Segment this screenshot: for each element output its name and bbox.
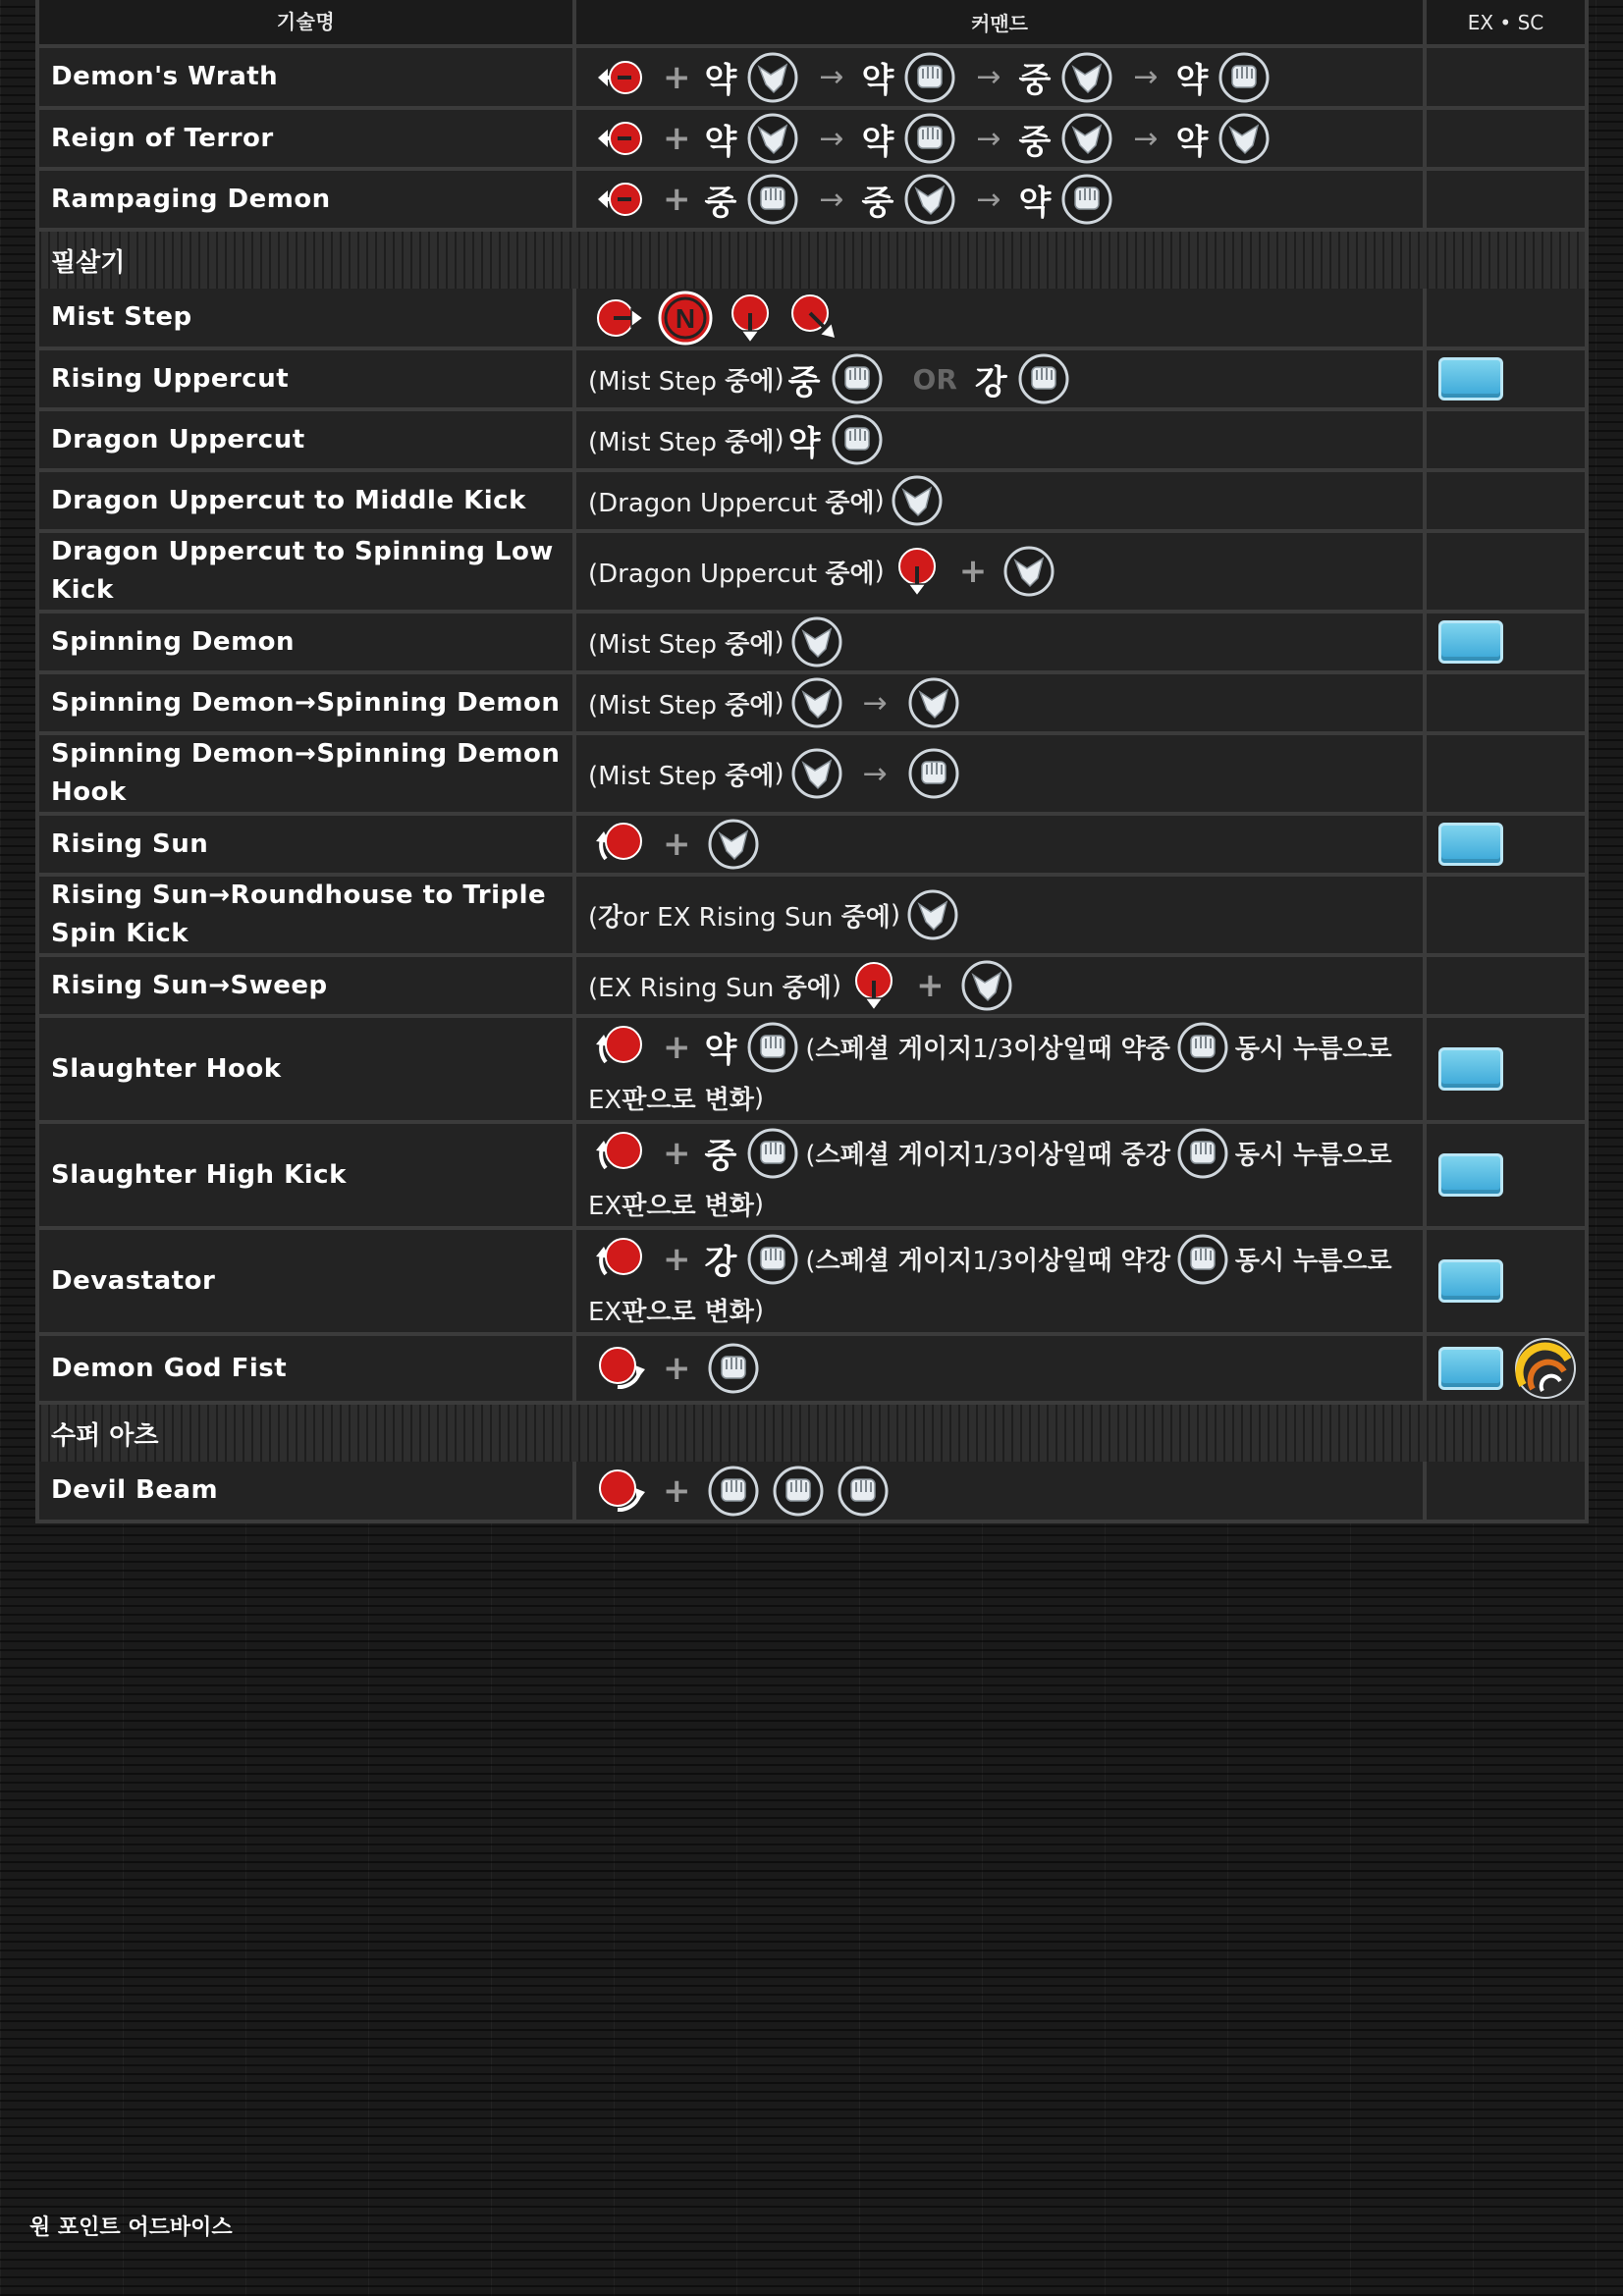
- move-name: Dragon Uppercut: [51, 424, 305, 454]
- table-row: [39, 670, 1585, 731]
- kick-icon: [788, 614, 845, 670]
- kick-icon: [904, 886, 961, 943]
- kick-icon: [889, 472, 946, 529]
- command-note: ): [774, 627, 784, 657]
- or-label: OR: [912, 362, 957, 396]
- downfwd-icon: [786, 290, 843, 347]
- ex-sc-cell: [1423, 533, 1585, 610]
- move-name: Dragon Uppercut to Middle Kick: [51, 485, 526, 515]
- ex-sc-cell: [1423, 1462, 1585, 1520]
- command-note: ): [774, 759, 784, 788]
- punch-icon: [901, 49, 958, 106]
- punch-icon: [744, 1125, 801, 1182]
- move-name: Spinning Demon: [51, 626, 296, 657]
- table-row: [39, 731, 1585, 812]
- then-arrow: →: [1133, 60, 1159, 94]
- move-command: [572, 1018, 1423, 1120]
- move-command: [572, 1336, 1423, 1401]
- table-row: [39, 812, 1585, 873]
- qcb-icon: [592, 1019, 649, 1076]
- strength-label: 중: [704, 1137, 737, 1176]
- command-note: EX판으로 변화: [588, 1192, 754, 1221]
- ex-gauge-icon: [1438, 1153, 1503, 1197]
- then-arrow: →: [976, 182, 1001, 217]
- section-super-arts: 수퍼 아츠: [39, 1401, 1585, 1462]
- command-note: EX판으로 변화: [588, 1086, 754, 1115]
- super-combo-icon: [1513, 1336, 1578, 1401]
- plus-sign: +: [663, 1133, 691, 1173]
- punch-icon: [1216, 49, 1272, 106]
- strength-label: 약: [861, 61, 894, 100]
- command-note: (스페셜 게이지: [805, 1247, 973, 1276]
- plus-sign: +: [663, 1239, 691, 1279]
- move-name: Rising Sun→Sweep: [51, 970, 328, 1000]
- qcf-icon: [592, 1463, 649, 1520]
- strength-label: 약: [787, 423, 821, 463]
- ex-sc-cell: [1423, 674, 1585, 731]
- command-note: 동시 누름으로: [1234, 1035, 1392, 1064]
- move-command: [572, 1230, 1423, 1332]
- punch-icon: [1015, 350, 1072, 407]
- ex-sc-cell: [1423, 289, 1585, 347]
- plus-sign: +: [663, 57, 691, 97]
- kick-icon: [1001, 543, 1057, 600]
- table-row: [39, 106, 1585, 167]
- command-note: ): [774, 688, 784, 718]
- down-icon: [889, 543, 946, 600]
- punch-icon: [744, 1019, 801, 1076]
- fwd-icon: [592, 290, 649, 347]
- back-icon: [592, 171, 649, 228]
- ex-sc-cell: [1423, 1336, 1585, 1401]
- kick-icon: [1058, 110, 1115, 167]
- command-note: (Dragon Uppercut 중에: [588, 488, 875, 518]
- move-name: Demon God Fist: [51, 1353, 288, 1383]
- command-note: ): [753, 1295, 765, 1325]
- then-arrow: →: [862, 756, 888, 791]
- normal-moves: [39, 48, 1585, 228]
- punch-icon: [744, 171, 801, 228]
- plus-sign: +: [663, 1470, 691, 1511]
- command-note: (스페셜 게이지: [805, 1141, 973, 1170]
- strength-label: 중: [861, 183, 894, 223]
- plus-sign: +: [958, 552, 988, 591]
- kick-icon: [1216, 110, 1272, 167]
- plus-sign: +: [663, 119, 691, 158]
- move-command: [572, 614, 1423, 670]
- header-move-name: 기술명: [276, 10, 336, 33]
- back-icon: [592, 110, 649, 167]
- command-note: (Mist Step 중에: [588, 427, 775, 457]
- table-row: [39, 1462, 1585, 1520]
- move-name: Spinning Demon→Spinning Demon Hook: [51, 739, 561, 807]
- move-command: [572, 1462, 1423, 1520]
- then-arrow: →: [976, 121, 1001, 156]
- ex-gauge-icon: [1438, 823, 1503, 866]
- command-note: (Mist Step 중에: [588, 690, 775, 721]
- move-command: [572, 110, 1423, 167]
- plus-sign: +: [663, 1349, 691, 1388]
- kick-icon: [1058, 49, 1115, 106]
- move-name: Devil Beam: [51, 1475, 219, 1505]
- command-note: ): [774, 425, 784, 454]
- move-name: Dragon Uppercut to Spinning Low Kick: [51, 537, 554, 605]
- move-command: [572, 816, 1423, 873]
- punch-icon: [1174, 1019, 1231, 1076]
- command-note: (Mist Step 중에: [588, 366, 775, 397]
- command-note: or EX Rising Sun 중에: [622, 902, 891, 933]
- table-row: [39, 289, 1585, 347]
- punch-icon: [770, 1463, 827, 1520]
- ex-sc-cell: [1423, 1018, 1585, 1120]
- ex-gauge-icon: [1438, 620, 1503, 664]
- command-note: ): [753, 1083, 765, 1113]
- qcf-icon: [592, 1340, 649, 1397]
- table-row: [39, 1226, 1585, 1332]
- strength-label: 약: [704, 61, 737, 100]
- strength-label: 약: [704, 122, 737, 162]
- table-row: [39, 610, 1585, 670]
- punch-icon: [835, 1463, 892, 1520]
- punch-icon: [905, 745, 962, 802]
- move-command: [572, 171, 1423, 228]
- then-arrow: →: [819, 60, 844, 94]
- then-arrow: →: [819, 182, 844, 217]
- strength-label: 강: [974, 362, 1007, 402]
- kick-icon: [788, 674, 845, 731]
- strength-label: 약: [1175, 122, 1209, 162]
- move-name: Spinning Demon→Spinning Demon: [51, 687, 561, 718]
- table-row: [39, 48, 1585, 106]
- move-name: Rising Sun: [51, 828, 209, 859]
- table-row: [39, 529, 1585, 610]
- strength-label: 약: [1018, 183, 1052, 223]
- neutral-icon: [657, 290, 714, 347]
- command-note: (Dragon Uppercut 중에: [588, 559, 875, 589]
- move-table: [35, 0, 1589, 1523]
- move-command: [572, 735, 1423, 812]
- one-point-advice: 원 포인트 어드바이스: [29, 2216, 233, 2240]
- strength-label: 중: [704, 183, 737, 223]
- strength-label: 약: [704, 1031, 737, 1070]
- then-arrow: →: [819, 121, 844, 156]
- command-note: EX판으로 변화: [588, 1298, 754, 1327]
- move-name: Mist Step: [51, 302, 192, 332]
- ex-sc-cell: [1423, 171, 1585, 228]
- table-row: [39, 167, 1585, 228]
- then-arrow: →: [862, 685, 888, 721]
- table-row: [39, 1120, 1585, 1226]
- table-row: [39, 953, 1585, 1014]
- plus-sign: +: [663, 825, 691, 864]
- section-special-moves: 필살기: [39, 228, 1585, 289]
- ex-sc-cell: [1423, 877, 1585, 953]
- move-command: [572, 1124, 1423, 1226]
- table-row: [39, 347, 1585, 407]
- command-note: (강: [588, 902, 623, 933]
- command-note: ): [890, 900, 901, 930]
- ex-sc-cell: [1423, 411, 1585, 468]
- command-note: (Mist Step 중에: [588, 761, 775, 791]
- ex-sc-cell: [1423, 110, 1585, 167]
- punch-icon: [829, 411, 886, 468]
- ex-sc-cell: [1423, 48, 1585, 106]
- strength-label: 약: [1175, 61, 1209, 100]
- strength-label: 중: [1018, 61, 1052, 100]
- ex-sc-cell: [1423, 957, 1585, 1014]
- move-command: [572, 289, 1423, 347]
- down-icon: [845, 957, 902, 1014]
- ex-sc-cell: [1423, 816, 1585, 873]
- strength-label: 약: [861, 122, 894, 162]
- punch-icon: [705, 1463, 762, 1520]
- kick-icon: [958, 957, 1015, 1014]
- move-command: [572, 350, 1423, 407]
- header-ex-sc: EX • SC: [1423, 0, 1585, 44]
- ex-sc-cell: [1423, 472, 1585, 529]
- super-arts: [39, 1462, 1585, 1520]
- move-name: Rampaging Demon: [51, 184, 331, 214]
- punch-icon: [705, 1340, 762, 1397]
- command-note: 동시 누름으로: [1234, 1247, 1392, 1276]
- kick-icon: [705, 816, 762, 873]
- punch-icon: [744, 1231, 801, 1288]
- command-note: ): [831, 971, 842, 1000]
- move-command: [572, 957, 1423, 1014]
- table-row: [39, 468, 1585, 529]
- kick-icon: [788, 745, 845, 802]
- move-name: Demon's Wrath: [51, 62, 279, 91]
- move-name: Reign of Terror: [51, 123, 274, 153]
- command-note: ): [874, 557, 885, 586]
- punch-icon: [1174, 1231, 1231, 1288]
- qcb-icon: [592, 1231, 649, 1288]
- move-command: [572, 411, 1423, 468]
- ex-sc-cell: [1423, 1124, 1585, 1226]
- command-note: (스페셜 게이지: [805, 1035, 973, 1064]
- command-note: 1/3이상일때 약강: [972, 1247, 1170, 1276]
- back-icon: [592, 49, 649, 106]
- move-name: Rising Sun→Roundhouse to Triple Spin Kick: [51, 881, 547, 948]
- kick-icon: [744, 110, 801, 167]
- move-name: Slaughter Hook: [51, 1053, 282, 1084]
- table-row: [39, 873, 1585, 953]
- ex-sc-cell: [1423, 1230, 1585, 1332]
- then-arrow: →: [976, 60, 1001, 94]
- strength-label: 강: [704, 1243, 737, 1282]
- table-row: [39, 407, 1585, 468]
- plus-sign: +: [916, 966, 945, 1005]
- table-header: [39, 0, 1585, 48]
- ex-sc-cell: [1423, 614, 1585, 670]
- punch-icon: [1174, 1125, 1231, 1182]
- ex-gauge-icon: [1438, 1347, 1503, 1390]
- ex-gauge-icon: [1438, 1259, 1503, 1303]
- move-command: [572, 48, 1423, 106]
- punch-icon: [901, 110, 958, 167]
- table-row: [39, 1014, 1585, 1120]
- punch-icon: [1058, 171, 1115, 228]
- kick-icon: [901, 171, 958, 228]
- plus-sign: +: [663, 180, 691, 219]
- kick-icon: [905, 674, 962, 731]
- command-note: ): [774, 364, 784, 394]
- command-note: ): [753, 1189, 765, 1219]
- move-name: Rising Uppercut: [51, 363, 290, 394]
- move-name: Slaughter High Kick: [51, 1159, 347, 1190]
- command-note: ): [874, 486, 885, 515]
- qcb-icon: [592, 1125, 649, 1182]
- command-note: 1/3이상일때 중강: [972, 1141, 1170, 1170]
- move-name: Devastator: [51, 1265, 216, 1296]
- svg-text:N: N: [675, 302, 696, 334]
- down-icon: [722, 290, 779, 347]
- ex-sc-cell: [1423, 735, 1585, 812]
- strength-label: 중: [787, 362, 821, 402]
- then-arrow: →: [1133, 121, 1159, 156]
- move-command: [572, 472, 1423, 529]
- special-moves: [39, 289, 1585, 1401]
- strength-label: 중: [1018, 122, 1052, 162]
- command-note: (Mist Step 중에: [588, 629, 775, 660]
- move-command: [572, 877, 1423, 953]
- command-note: 동시 누름으로: [1234, 1141, 1392, 1170]
- kick-icon: [744, 49, 801, 106]
- qcb-icon: [592, 816, 649, 873]
- move-command: [572, 533, 1423, 610]
- header-command: 커맨드: [572, 0, 1423, 44]
- command-note: (EX Rising Sun 중에: [588, 973, 832, 1003]
- plus-sign: +: [663, 1027, 691, 1067]
- command-note: 1/3이상일때 약중: [972, 1035, 1170, 1064]
- punch-icon: [829, 350, 886, 407]
- ex-gauge-icon: [1438, 357, 1503, 400]
- table-row: [39, 1332, 1585, 1401]
- ex-gauge-icon: [1438, 1047, 1503, 1091]
- ex-sc-cell: [1423, 350, 1585, 407]
- move-command: [572, 674, 1423, 731]
